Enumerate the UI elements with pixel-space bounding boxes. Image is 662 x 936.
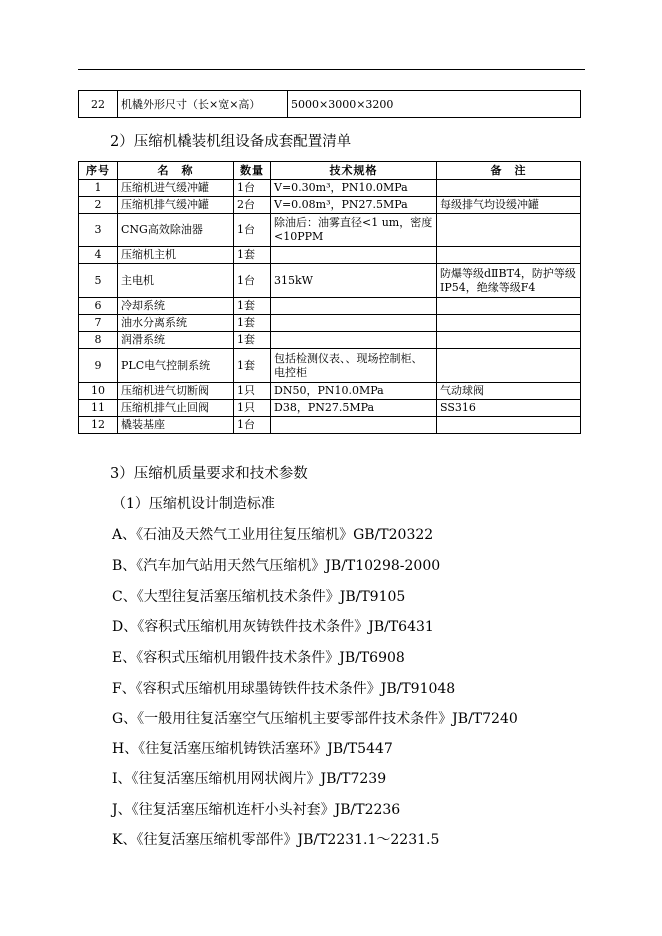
standard-item: G、《一般用往复活塞空气压缩机主要零部件技术条件》JB/T7240 — [112, 711, 518, 727]
table-row — [79, 298, 581, 315]
config-table — [78, 161, 581, 434]
cell-spec: V=0.30m³，PN10.0MPa — [271, 180, 437, 197]
cell-spec: 包括检测仪表、、现场控制柜、电控柜 — [271, 349, 437, 383]
cell-note — [437, 349, 581, 383]
table-header-row — [79, 162, 581, 180]
table-row — [79, 417, 581, 434]
cell-name: 冷却系统 — [118, 298, 234, 315]
header-note: 备 注 — [437, 162, 581, 180]
cell-note — [437, 332, 581, 349]
standard-item: C、《大型往复活塞压缩机技术条件》JB/T9105 — [112, 589, 406, 605]
cell-spec — [271, 417, 437, 434]
table-row — [79, 214, 581, 247]
row-value: 5000×3000×3200 — [288, 91, 581, 118]
cell-note: 每级排气均设缓冲罐 — [437, 197, 581, 214]
cell-name: 压缩机排气缓冲罐 — [118, 197, 234, 214]
header-name: 名 称 — [118, 162, 234, 180]
cell-note — [437, 417, 581, 434]
table-row — [79, 247, 581, 264]
cell-qty: 1只 — [234, 400, 271, 417]
cell-qty: 1套 — [234, 315, 271, 332]
cell-no: 8 — [79, 332, 118, 349]
row-number: 22 — [79, 91, 118, 118]
cell-spec: 除油后：油雾直径<1 um，密度<10PPM — [271, 214, 437, 247]
cell-qty: 1台 — [234, 214, 271, 247]
header-rule — [78, 69, 585, 70]
cell-no: 1 — [79, 180, 118, 197]
cell-name: 压缩机排气止回阀 — [118, 400, 234, 417]
table-row — [79, 91, 581, 118]
standard-item: F、《容积式压缩机用球墨铸铁件技术条件》JB/T91048 — [112, 681, 456, 697]
cell-name: 润滑系统 — [118, 332, 234, 349]
table-row — [79, 197, 581, 214]
cell-qty: 1台 — [234, 417, 271, 434]
cell-name: 压缩机进气切断阀 — [118, 383, 234, 400]
cell-no: 2 — [79, 197, 118, 214]
section-2-title: 2）压缩机橇装机组设备成套配置清单 — [110, 134, 352, 150]
cell-no: 6 — [79, 298, 118, 315]
table-row — [79, 383, 581, 400]
cell-qty: 1套 — [234, 332, 271, 349]
cell-note — [437, 180, 581, 197]
cell-qty: 2台 — [234, 197, 271, 214]
table-row — [79, 349, 581, 383]
standard-item: A、《石油及天然气工业用往复压缩机》GB/T20322 — [112, 527, 434, 543]
header-no: 序号 — [79, 162, 118, 180]
table-row — [79, 400, 581, 417]
cell-name: CNG高效除油器 — [118, 214, 234, 247]
table-row — [79, 180, 581, 197]
cell-name: 主电机 — [118, 264, 234, 298]
cell-note — [437, 247, 581, 264]
table-row — [79, 264, 581, 298]
row-name: 机橇外形尺寸（长×宽×高） — [118, 91, 288, 118]
cell-spec: V=0.08m³，PN27.5MPa — [271, 197, 437, 214]
cell-no: 3 — [79, 214, 118, 247]
cell-qty: 1台 — [234, 180, 271, 197]
standard-item: D、《容积式压缩机用灰铸铁件技术条件》JB/T6431 — [112, 619, 434, 635]
cell-no: 12 — [79, 417, 118, 434]
cell-qty: 1台 — [234, 264, 271, 298]
cell-qty: 1只 — [234, 383, 271, 400]
cell-spec — [271, 247, 437, 264]
subsection-1-title: （1）压缩机设计制造标准 — [112, 496, 275, 512]
cell-no: 4 — [79, 247, 118, 264]
dimension-table — [78, 90, 581, 118]
cell-no: 11 — [79, 400, 118, 417]
cell-note: SS316 — [437, 400, 581, 417]
cell-note: 气动球阀 — [437, 383, 581, 400]
cell-note — [437, 315, 581, 332]
standard-item: H、《往复活塞压缩机铸铁活塞环》JB/T5447 — [112, 741, 393, 757]
standard-item: E、《容积式压缩机用锻件技术条件》JB/T6908 — [112, 650, 405, 666]
cell-spec: D38，PN27.5MPa — [271, 400, 437, 417]
cell-name: 油水分离系统 — [118, 315, 234, 332]
cell-qty: 1套 — [234, 247, 271, 264]
cell-spec — [271, 332, 437, 349]
cell-qty: 1套 — [234, 298, 271, 315]
cell-name: 压缩机主机 — [118, 247, 234, 264]
cell-note — [437, 214, 581, 247]
cell-note — [437, 298, 581, 315]
standard-item: K、《往复活塞压缩机零部件》JB/T2231.1～2231.5 — [112, 832, 440, 848]
cell-no: 7 — [79, 315, 118, 332]
header-qty: 数量 — [234, 162, 271, 180]
table-row — [79, 315, 581, 332]
cell-qty: 1套 — [234, 349, 271, 383]
cell-spec: DN50，PN10.0MPa — [271, 383, 437, 400]
cell-name: 压缩机进气缓冲罐 — [118, 180, 234, 197]
cell-spec — [271, 315, 437, 332]
cell-name: 橇装基座 — [118, 417, 234, 434]
standard-item: J、《往复活塞压缩机连杆小头衬套》JB/T2236 — [112, 802, 401, 818]
cell-no: 5 — [79, 264, 118, 298]
header-spec: 技术规格 — [271, 162, 437, 180]
cell-spec: 315kW — [271, 264, 437, 298]
standard-item: I、《往复活塞压缩机用网状阀片》JB/T7239 — [112, 771, 387, 787]
table-row — [79, 332, 581, 349]
section-3-title: 3）压缩机质量要求和技术参数 — [110, 466, 308, 482]
standard-item: B、《汽车加气站用天然气压缩机》JB/T10298-2000 — [112, 558, 441, 574]
cell-name: PLC电气控制系统 — [118, 349, 234, 383]
cell-no: 10 — [79, 383, 118, 400]
cell-note: 防爆等级dⅡBT4，防护等级IP54，绝缘等级F4 — [437, 264, 581, 298]
cell-spec — [271, 298, 437, 315]
cell-no: 9 — [79, 349, 118, 383]
